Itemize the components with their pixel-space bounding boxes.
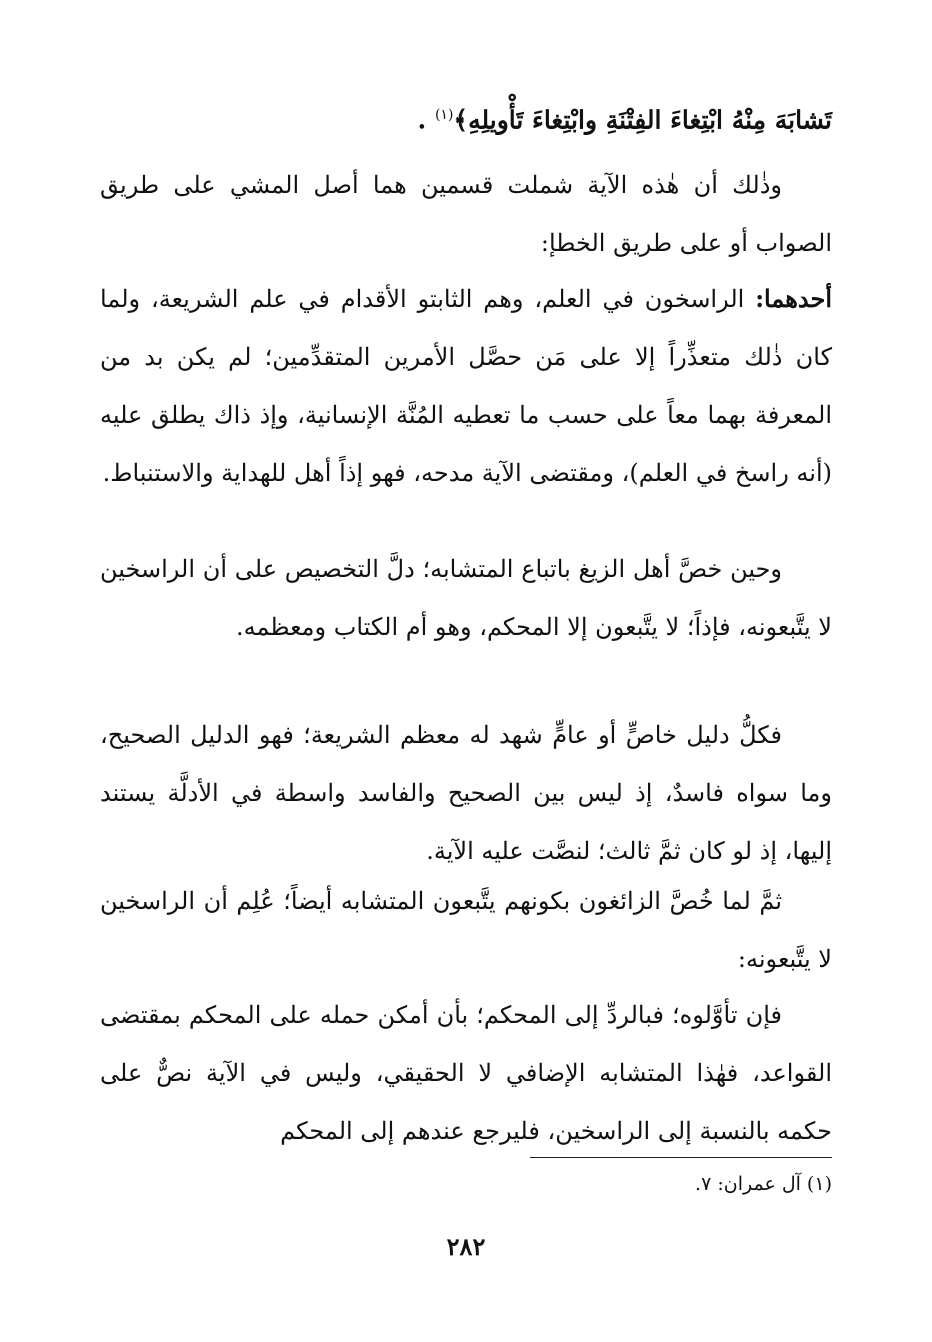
footnote-reference-mark: (١): [434, 107, 454, 123]
paragraph-text: ثمَّ لما خُصَّ الزائغون بكونهم يتَّبعون المتشابه أيضاً؛ عُلِم أن الراسخين لا يتَّبعونه:: [100, 887, 832, 973]
verse-text: تَشابَهَ مِنْهُ ابْتِغاءَ الفِتْنَةِ وابْتِغاءَ تَأْويلِهِ﴾: [453, 105, 832, 135]
paragraph-interpretation: [100, 986, 832, 1160]
paragraph-followers: [100, 872, 832, 988]
footnote: (١) آل عمران: ٧.: [695, 1173, 832, 1195]
paragraph-evidence: [100, 706, 832, 880]
page-number: ٢٨٢: [446, 1232, 486, 1261]
paragraph-lead-word: أحدهما:: [755, 284, 832, 313]
paragraph-text: وحين خصَّ أهل الزيغ باتباع المتشابه؛ دلَّ التخصيص على أن الراسخين لا يتَّبعونه، فإذاً؛ لا يتَّبعون إلا المحكم، وهو أم الكتاب ومعظمه.: [100, 555, 832, 641]
paragraph-text: فإن تأوَّلوه؛ فبالردِّ إلى المحكم؛ بأن أمكن حمله على المحكم بمقتضى القواعد، فهٰذا المتشابه الإضافي لا الحقيقي، وليس في الآية نصٌّ على حكمه بالنسبة إلى الراسخين، فليرجع عندهم إلى المحكم: [100, 1001, 832, 1145]
paragraph-first-category: [100, 270, 832, 502]
paragraph-body: الراسخون في العلم، وهم الثابتو الأقدام في علم الشريعة، ولما كان ذٰلك متعذِّراً إلا على مَن حصَّل الأمرين المتقدِّمين؛ لم يكن بد من المعرفة بهما معاً على حسب ما تعطيه المُنَّة الإنسانية، وإذ ذاك يطلق عليه (أنه راسخ في العلم)، ومقتضى الآية مدحه، فهو إذاً أهل للهداية والاستنباط.: [100, 285, 832, 487]
footnote-divider: [530, 1157, 832, 1158]
paragraph-text: فكلُّ دليل خاصٍّ أو عامٍّ شهد له معظم الشريعة؛ فهو الدليل الصحيح، وما سواه فاسدٌ، إذ ليس بين الصحيح والفاسد واسطة في الأدلَّة يستند إليها، إذ لو كان ثمَّ ثالث؛ لنصَّت عليه الآية.: [100, 721, 833, 865]
paragraph-text: [100, 270, 832, 502]
verse-end-period: .: [417, 105, 427, 135]
paragraph-intro: [100, 156, 832, 272]
paragraph-deviants: [100, 540, 832, 656]
quranic-verse-line: [100, 86, 832, 149]
paragraph-text: وذٰلك أن هٰذه الآية شملت قسمين هما أصل المشي على طريق الصواب أو على طريق الخطإ:: [100, 171, 832, 257]
